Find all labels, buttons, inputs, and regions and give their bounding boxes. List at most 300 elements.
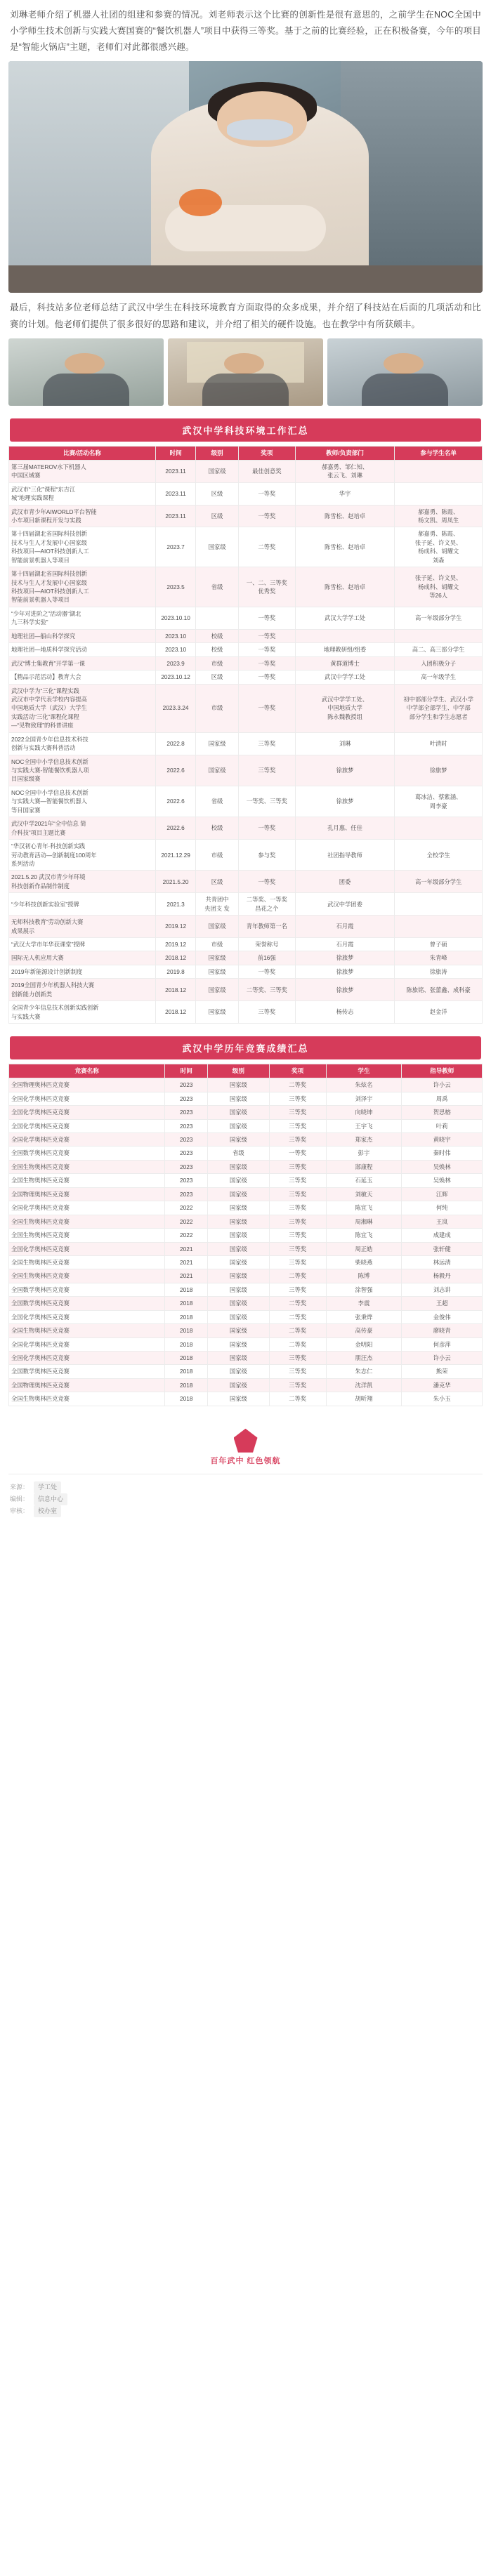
table-cell [395,460,483,482]
table-cell: 石月霞 [295,916,395,938]
table-cell: 2018.12 [155,1001,195,1024]
column-header: 级别 [196,446,239,460]
table-cell: 熊荣 [402,1365,483,1378]
table-cell: 2023.10 [155,629,195,642]
photo-center [168,338,323,406]
table-cell: 三等奖 [269,1242,326,1255]
table-cell: 陈雪松、赵培卓 [295,505,395,527]
teacher-photo [8,61,483,293]
table-cell: 国家级 [208,1365,270,1378]
table-cell: 国家级 [208,1092,270,1105]
table-row [9,1147,483,1160]
table-cell: 全国生物奥林匹克竞赛 [9,1174,165,1187]
table-cell: 全国化学奥林匹克竞赛 [9,1337,165,1351]
table-competition-results [8,1064,483,1406]
table-cell: 2022.6 [155,817,195,840]
table-cell: 二等奖 [269,1269,326,1283]
table-cell: 2019.8 [155,965,195,978]
table-cell: 团委 [295,871,395,893]
table-cell: 地理社团—地质科学探究活动 [9,643,156,656]
table-cell: 国家级 [196,732,239,755]
column-header: 奖项 [269,1064,326,1078]
table-row [9,916,483,938]
table-row [9,1255,483,1269]
table-cell: 区级 [196,505,239,527]
table-cell: 全国数学奥林匹克竞赛 [9,1147,165,1160]
table-cell: 徐旅梦 [395,755,483,786]
table-cell: 高二、高三部分学生 [395,643,483,656]
table-cell: 国家级 [208,1106,270,1119]
table-cell: 2018 [165,1324,208,1337]
table-cell: 2018 [165,1297,208,1310]
table-row [9,871,483,893]
table-cell: 二等奖 [269,1078,326,1092]
table-cell: 参与奖 [238,840,295,871]
table-header-row [9,1064,483,1078]
meta-row [10,1505,481,1517]
table-cell: 武汉中学2021年“全中信息 简 介科技”项目主题比赛 [9,817,156,840]
table-cell: 国家级 [196,755,239,786]
table-cell: 2022 [165,1215,208,1228]
table-cell: 徐旅梦 [295,755,395,786]
table-cell: 一等奖 [238,629,295,642]
table-cell: 2022.8 [155,732,195,755]
table-row [9,1187,483,1201]
table-cell: 2023 [165,1106,208,1119]
table-cell: 省级 [196,786,239,817]
table-row [9,1352,483,1365]
table-cell: 初中部部分学生、武汉小学 中学部全部学生、中学部 部分学生和学生志愿者 [395,684,483,732]
table-cell: 全国物理奥林匹克竞赛 [9,1187,165,1201]
table-cell: 二等奖 [269,1324,326,1337]
table-row [9,938,483,951]
table-cell: 吴焕林 [402,1174,483,1187]
column-header: 指导教师 [402,1064,483,1078]
table-cell: 朱青峰 [395,951,483,965]
table-cell: 2023.3.24 [155,684,195,732]
table-cell [395,916,483,938]
table-cell: 2023 [165,1187,208,1201]
table-row [9,527,483,567]
table-row [9,1106,483,1119]
table-row [9,1392,483,1406]
table-cell [196,607,239,629]
table-cell: 李震 [326,1297,402,1310]
table-cell: 2018 [165,1392,208,1406]
table-cell: 刘敏天 [326,1187,402,1201]
table-cell: 三等奖 [269,1283,326,1296]
column-header: 学生 [326,1064,402,1078]
table-cell: 朱志仁 [326,1365,402,1378]
table-cell: 2023.11 [155,460,195,482]
table-row [9,893,483,916]
table-cell: 国家级 [208,1078,270,1092]
table-cell: 沈洋凯 [326,1378,402,1392]
meta-key: 编辑： [10,1495,30,1502]
meta-row [10,1493,481,1505]
table-cell: 朱小玉 [402,1392,483,1406]
table-cell: 三等奖 [269,1215,326,1228]
table-cell: 贺思榕 [402,1106,483,1119]
table-cell: 三等奖 [269,1106,326,1119]
table-cell: 2021 [165,1242,208,1255]
table-cell: 国家级 [208,1297,270,1310]
meta-block [0,1481,491,1528]
table-cell: 吴焕林 [402,1160,483,1173]
table-cell: 2021.12.29 [155,840,195,871]
table-cell: 二等奖 [269,1310,326,1323]
table-cell: 一等奖 [238,671,295,684]
table-cell: 陈旅铭、张蕾鑫、成科豪 [395,979,483,1001]
table-cell: 国家级 [208,1283,270,1296]
table-cell: 全国数学奥林匹克竞赛 [9,1365,165,1378]
table-cell: 三等奖 [269,1352,326,1365]
table-row [9,1092,483,1105]
table-cell: 徐旅涛 [395,965,483,978]
table-cell: 金俊伟 [402,1310,483,1323]
table-cell: 孔月惠、任佳 [295,817,395,840]
column-header: 教师/负责部门 [295,446,395,460]
table-cell: 地理教研组/组委 [295,643,395,656]
table-cell: 全国化学奥林匹克竞赛 [9,1106,165,1119]
table-cell: 杨毅丹 [402,1269,483,1283]
table-cell: 2018 [165,1378,208,1392]
table-cell: 市级 [196,684,239,732]
table-cell: 地理社团—船山科学探究 [9,629,156,642]
table-science-work [8,446,483,1024]
table-cell: 无师科技教育“劳动创新大赛 成果展示 [9,916,156,938]
table-cell: 刘琳 [295,732,395,755]
table-cell: 2023.7 [155,527,195,567]
table-cell: 国家级 [196,979,239,1001]
table-cell [295,629,395,642]
table-cell: 全国化学奥林匹克竞赛 [9,1310,165,1323]
table-row [9,567,483,607]
table-cell: 国家级 [208,1310,270,1323]
table-cell: 国家级 [208,1337,270,1351]
table-cell: 江辉 [402,1187,483,1201]
table-cell: 一等奖 [238,871,295,893]
table-cell: 武汉“博士集教育”开学第一课 [9,656,156,670]
table-cell: 一等奖 [269,1147,326,1160]
table-cell: 潘克华 [402,1378,483,1392]
table-cell: 2023.10.12 [155,671,195,684]
table-cell: 张轩健 [402,1242,483,1255]
table-cell: 三等奖 [269,1133,326,1147]
table-cell: 周湘琳 [326,1215,402,1228]
table-cell: 国家级 [208,1174,270,1187]
column-header: 时间 [165,1064,208,1078]
table-cell: 国家级 [196,965,239,978]
table-cell: 国家级 [196,527,239,567]
table-cell: 何彦萍 [402,1337,483,1351]
table-cell: 全国生物奥林匹克竞赛 [9,1255,165,1269]
table-cell: 省级 [196,567,239,607]
table-cell: 社团指导教师 [295,840,395,871]
table-cell: 叶清时 [395,732,483,755]
table-row [9,1229,483,1242]
table-cell: 国家级 [196,951,239,965]
table-cell: 三等奖 [238,1001,295,1024]
table-cell: 一等奖 [238,505,295,527]
table-cell: 2021.5.20 武汉市青少年环境 科技创新作品制作制度 [9,871,156,893]
table-cell: 全国生物奥林匹克竞赛 [9,1324,165,1337]
table-row [9,1378,483,1392]
column-header: 奖项 [238,446,295,460]
table-cell: 全国数学奥林匹克竞赛 [9,1297,165,1310]
table-row [9,1160,483,1173]
table-cell: 全国物理奥林匹克竞赛 [9,1078,165,1092]
table-cell: 共青团中 央团支 发 [196,893,239,916]
column-header: 级别 [208,1064,270,1078]
table-cell: 国家级 [208,1119,270,1132]
table-cell: 武汉市青少年AIWORLD平台智能 小车项目新课程开发与实践 [9,505,156,527]
table-cell: 2018.12 [155,979,195,1001]
table-cell: 一等奖 [238,607,295,629]
table-cell: 许小云 [402,1078,483,1092]
table-cell: 一等奖 [238,965,295,978]
table-cell: 2023.9 [155,656,195,670]
table-cell: 全国化学奥林匹克竞赛 [9,1242,165,1255]
section-2-heading: 武汉中学历年竞赛成绩汇总 [10,1036,481,1059]
table-cell: 国家级 [196,916,239,938]
table-cell: 2023.5 [155,567,195,607]
table-row [9,1297,483,1310]
meta-value: 信息中心 [34,1493,67,1505]
table-cell: 王宇飞 [326,1119,402,1132]
table-cell: 武汉中学学工处、 中国地质大学 陈永魏教授组 [295,684,395,732]
table-cell: 校级 [196,643,239,656]
meta-value: 校办室 [34,1505,61,1517]
table-row [9,684,483,732]
table-cell: 2019全国青少年机器人科技大赛 创新能力创新类 [9,979,156,1001]
table-row [9,979,483,1001]
table-cell: 一等奖 [238,482,295,505]
table-row [9,505,483,527]
table-cell: 全国青少年信息技术创新实践创新 与实践大赛 [9,1001,156,1024]
table-cell: 石月霞 [295,938,395,951]
table-cell: 全国化学奥林匹克竞赛 [9,1092,165,1105]
table-cell: 高一年级部分学生 [395,607,483,629]
table-cell: 全国生物奥林匹克竞赛 [9,1392,165,1406]
table-cell: 2021 [165,1269,208,1283]
table-cell: NOC全国中小学信息技术创新 与实践大赛-智能餐饮机器人项 目国家级赛 [9,755,156,786]
table-cell: 武汉市“三化”课程“东吉江 城”地理实践课程 [9,482,156,505]
table-cell: 2023.11 [155,505,195,527]
table-cell: 全国化学奥林匹克竞赛 [9,1133,165,1147]
table-cell: 二等奖 [269,1297,326,1310]
table-cell: 2018.12 [155,951,195,965]
photo-right [327,338,483,406]
table-cell: 2018 [165,1365,208,1378]
section-title-1 [0,418,491,442]
table-row [9,460,483,482]
table-cell: 郝嘉勇、陈霞、 张子延、许文昊、 杨成科、胡耀文 刘森 [395,527,483,567]
table-cell: 前16强 [238,951,295,965]
table-row [9,1133,483,1147]
article-page [0,7,491,1528]
section-1-heading: 武汉中学科技环境工作汇总 [10,418,481,442]
table-cell: 刘泽宇 [326,1092,402,1105]
table-cell: 2022 [165,1229,208,1242]
table-cell: 林远清 [402,1255,483,1269]
table-row [9,1365,483,1378]
table-cell: 2023 [165,1160,208,1173]
table-row [9,755,483,786]
column-header: 时间 [155,446,195,460]
table-row [9,817,483,840]
table-cell: 2023 [165,1133,208,1147]
table-cell: 葛冰洁、蔡紫涵、 周李豪 [395,786,483,817]
table-cell: “华汉初心青年·科技创新实践 劳动教育活动—创新制度100周年 系列活动 [9,840,156,871]
table-cell: NOC全国中小学信息技术创新 与实践大赛—智能餐饮机器人 等目国家赛 [9,786,156,817]
table-row [9,1078,483,1092]
table-cell: 区级 [196,671,239,684]
meta-key: 审核： [10,1507,30,1514]
table-row [9,1337,483,1351]
table-cell: 2021 [165,1255,208,1269]
table-cell: 国家级 [208,1201,270,1215]
table-cell: 国际无人机应用大赛 [9,951,156,965]
school-logo [210,1429,280,1466]
main-photo-container [0,61,491,293]
table-cell [395,817,483,840]
table-cell: 青年教师第一名 [238,916,295,938]
table-cell: 全国生物奥林匹克竞赛 [9,1160,165,1173]
table-cell: “武汉大学市年华获课堂”授牌 [9,938,156,951]
table-cell: 2022.6 [155,755,195,786]
table-cell: 二等奖 [238,527,295,567]
table-cell: 国家级 [208,1187,270,1201]
table-cell: 三等奖 [269,1092,326,1105]
table-cell: 2022 [165,1201,208,1215]
table-cell: 陈雪松、赵培卓 [295,527,395,567]
table-cell: 高传豪 [326,1324,402,1337]
table-cell: 胡昕翔 [326,1392,402,1406]
table-row [9,951,483,965]
table-cell: 全国化学奥林匹克竞赛 [9,1119,165,1132]
table-cell: 徐旅梦 [295,965,395,978]
table-cell: 入团积极分子 [395,656,483,670]
table-cell: 涂智强 [326,1283,402,1296]
table-cell: 2023.10.10 [155,607,195,629]
table-cell: 市级 [196,656,239,670]
table-row [9,1215,483,1228]
table-cell: 武汉中学为“三化”课程实践 武汉市中学代表学校内容提高 中国地质大学（武汉）大学生 实践活动“三化”课程化课程 —“见物致理”的科普讲座 [9,684,156,732]
table-row [9,629,483,642]
table-cell: 市级 [196,938,239,951]
shield-icon [234,1429,258,1453]
table-row [9,1242,483,1255]
table-cell: 2022全国青少年信息技术科技 创新与实践大赛科普活动 [9,732,156,755]
table-cell: 一等奖 [238,643,295,656]
table-row [9,732,483,755]
paragraph-2: 最后，科技站多位老师总结了武汉中学生在科技环境教育方面取得的众多成果，并介绍了科技站在后面的几项活动和比赛的计划。他老师们提供了很多很好的思路和建议，并介绍了相关的硬件设施。也在教学中有所获颇丰。 [10,303,481,329]
table-cell: 国家级 [208,1269,270,1283]
table-cell: 一等奖 [238,684,295,732]
table-cell: 2023 [165,1174,208,1187]
table-cell: 全国数学奥林匹克竞赛 [9,1283,165,1296]
table-cell: 武汉大学学工处 [295,607,395,629]
table-cell: 徐旅梦 [295,951,395,965]
section-title-2 [0,1036,491,1059]
paragraph-1: 刘琳老师介绍了机器人社团的组建和参赛的情况。刘老师表示这个比赛的创新性是很有意思的，之前学生在NOC全国中小学师生技术创新与实践大赛国赛的“餐饮机器人”项目中获得三等奖。基于之前的比赛经验，正在积极备赛，今年的项目是“智能火锅店”主题，老师们对此都很感兴趣。 [10,10,481,53]
table-cell: 省级 [208,1147,270,1160]
table-cell: 朱炫名 [326,1078,402,1092]
table-cell: 国家级 [208,1133,270,1147]
table-cell: 2021.3 [155,893,195,916]
table-row [9,840,483,871]
table-cell: 陈宜飞 [326,1201,402,1215]
table-cell: 一等奖 [238,656,295,670]
table-cell: 成建成 [402,1229,483,1242]
table-cell: 刘志讲 [402,1283,483,1296]
table-cell: 二等奖 [269,1392,326,1406]
table-cell: 三等奖 [269,1174,326,1187]
table-cell: 华宇 [295,482,395,505]
table-cell: 2023 [165,1078,208,1092]
photo-left [8,338,164,406]
table-cell: 三等奖 [269,1365,326,1378]
table-cell: 2023 [165,1092,208,1105]
table-cell: 第三届MATEROV水下机器人 中国区域赛 [9,460,156,482]
table-cell: 二等奖 [269,1337,326,1351]
column-header: 竞赛名称 [9,1064,165,1078]
table-cell: 石延玉 [326,1174,402,1187]
table-cell: 2018 [165,1352,208,1365]
table-cell: 朋汪杰 [326,1352,402,1365]
table-cell: 国家级 [196,460,239,482]
table-cell: 2023.10 [155,643,195,656]
table-cell: 国家级 [208,1255,270,1269]
table-cell: 国家级 [208,1215,270,1228]
table-cell: 2018 [165,1310,208,1323]
table-header-row [9,446,483,460]
table-cell: 黄晓宇 [402,1133,483,1147]
table-row [9,1201,483,1215]
table-cell: 最佳创意奖 [238,460,295,482]
table-cell: 曾子硕 [395,938,483,951]
table-cell: 区级 [196,482,239,505]
table-cell: 国家级 [208,1324,270,1337]
footer [0,1419,491,1528]
table-cell: 市级 [196,840,239,871]
table-cell: 一等奖、三等奖 [238,786,295,817]
table-row [9,671,483,684]
table-cell: 第十四届湖北省国际科技创新 技术与生人才发展中心国家级 科技项目—AIOT科技创新人工 智能前景机器人等项目 [9,567,156,607]
table-cell: 三等奖 [269,1160,326,1173]
table-cell: 国家级 [208,1229,270,1242]
table-row [9,786,483,817]
table-cell: 荣誉称号 [238,938,295,951]
table-cell: 国家级 [208,1378,270,1392]
table-cell: 王超 [402,1297,483,1310]
table-cell: 2023 [165,1147,208,1160]
table-row [9,656,483,670]
table-cell: 向晓坤 [326,1106,402,1119]
table-cell: 高一年级部分学生 [395,871,483,893]
column-header: 比赛/活动名称 [9,446,156,460]
table-row [9,643,483,656]
table-cell: 徐旅梦 [295,979,395,1001]
table-cell: “少年科技创新实验室”授牌 [9,893,156,916]
table-cell: 三等奖 [238,732,295,755]
table-cell: 彭宇 [326,1147,402,1160]
table-cell: 国家级 [208,1160,270,1173]
table-cell: 二等奖、一等奖 昌花之个 [238,893,295,916]
table-cell: 区级 [196,871,239,893]
table-cell: 第十四届湖北省国际科技创新 技术与生人才发展中心国家级 科技项目—AIOT科技创新人工 智能前景机器人等项目 [9,527,156,567]
